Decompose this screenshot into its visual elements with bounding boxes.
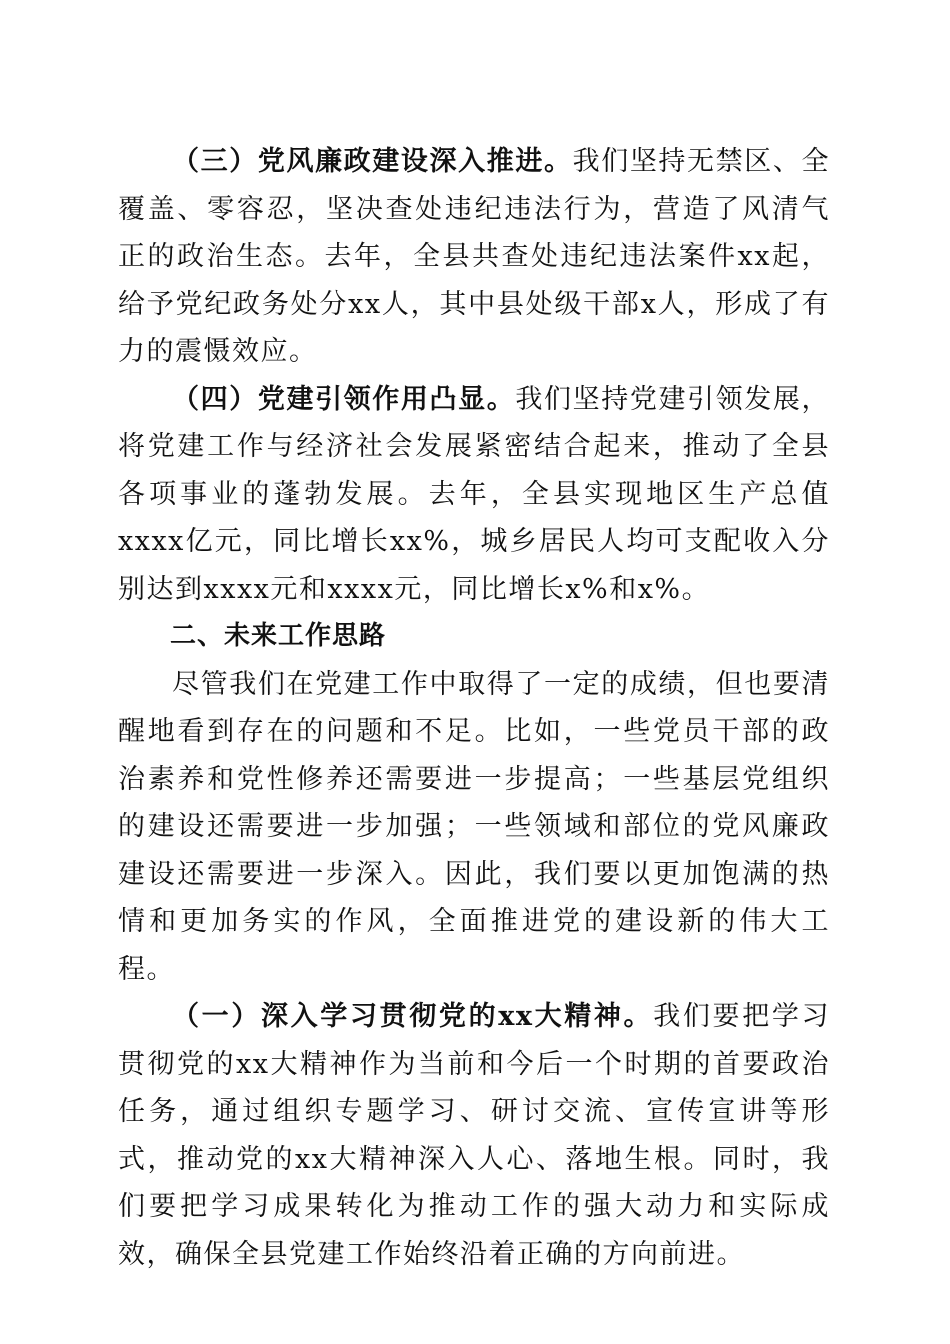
paragraph-party-integrity bbox=[118, 138, 830, 376]
paragraph-text: 我们坚持无禁区、全覆盖、零容忍，坚决查处违纪违法行为，营造了风清气正的政治生态。去年，全县共查处违纪违法案件xx起，给予党纪政务处分xx人，其中县处级干部x人，形成了有力的震慑效应。 bbox=[118, 146, 831, 367]
paragraph-lead: （一）深入学习贯彻党的xx大精神。 bbox=[172, 1001, 654, 1032]
section-heading: 二、未来工作思路 bbox=[170, 621, 387, 651]
paragraph-party-leadership bbox=[118, 376, 830, 614]
paragraph-text: 我们要把学习贯彻党的xx大精神作为当前和今后一个时期的首要政治任务，通过组织专题学习、研讨交流、宣传宣讲等形式，推动党的xx大精神深入人心、落地生根。同时，我们要把学习成果转化为推动工作的强大动力和实际成效，确保全县党建工作始终沿着正确的方向前进。 bbox=[118, 1001, 831, 1270]
paragraph-item-one bbox=[118, 993, 830, 1278]
paragraph-lead: （四）党建引领作用凸显。 bbox=[172, 383, 516, 415]
paragraph-text: 我们坚持党建引领发展，将党建工作与经济社会发展紧密结合起来，推动了全县各项事业的蓬勃发展。去年，全县实现地区生产总值xxxx亿元，同比增长xx%，城乡居民人均可支配收入分别达到xxxx元和xxxx元，同比增长x%和x%。 bbox=[118, 383, 831, 605]
paragraph-lead: （三）党风廉政建设深入推进。 bbox=[172, 146, 573, 177]
paragraph-intro: 尽管我们在党建工作中取得了一定的成绩，但也要清醒地看到存在的问题和不足。比如，一些党员干部的政治素养和党性修养还需要进一步提高；一些基层党组织的建设还需要进一步加强；一些领域和部位的党风廉政建设还需要进一步深入。因此，我们要以更加饱满的热情和更加务实的作风，全面推进党的建设新的伟大工程。 bbox=[118, 668, 830, 985]
document-body bbox=[118, 138, 830, 1278]
